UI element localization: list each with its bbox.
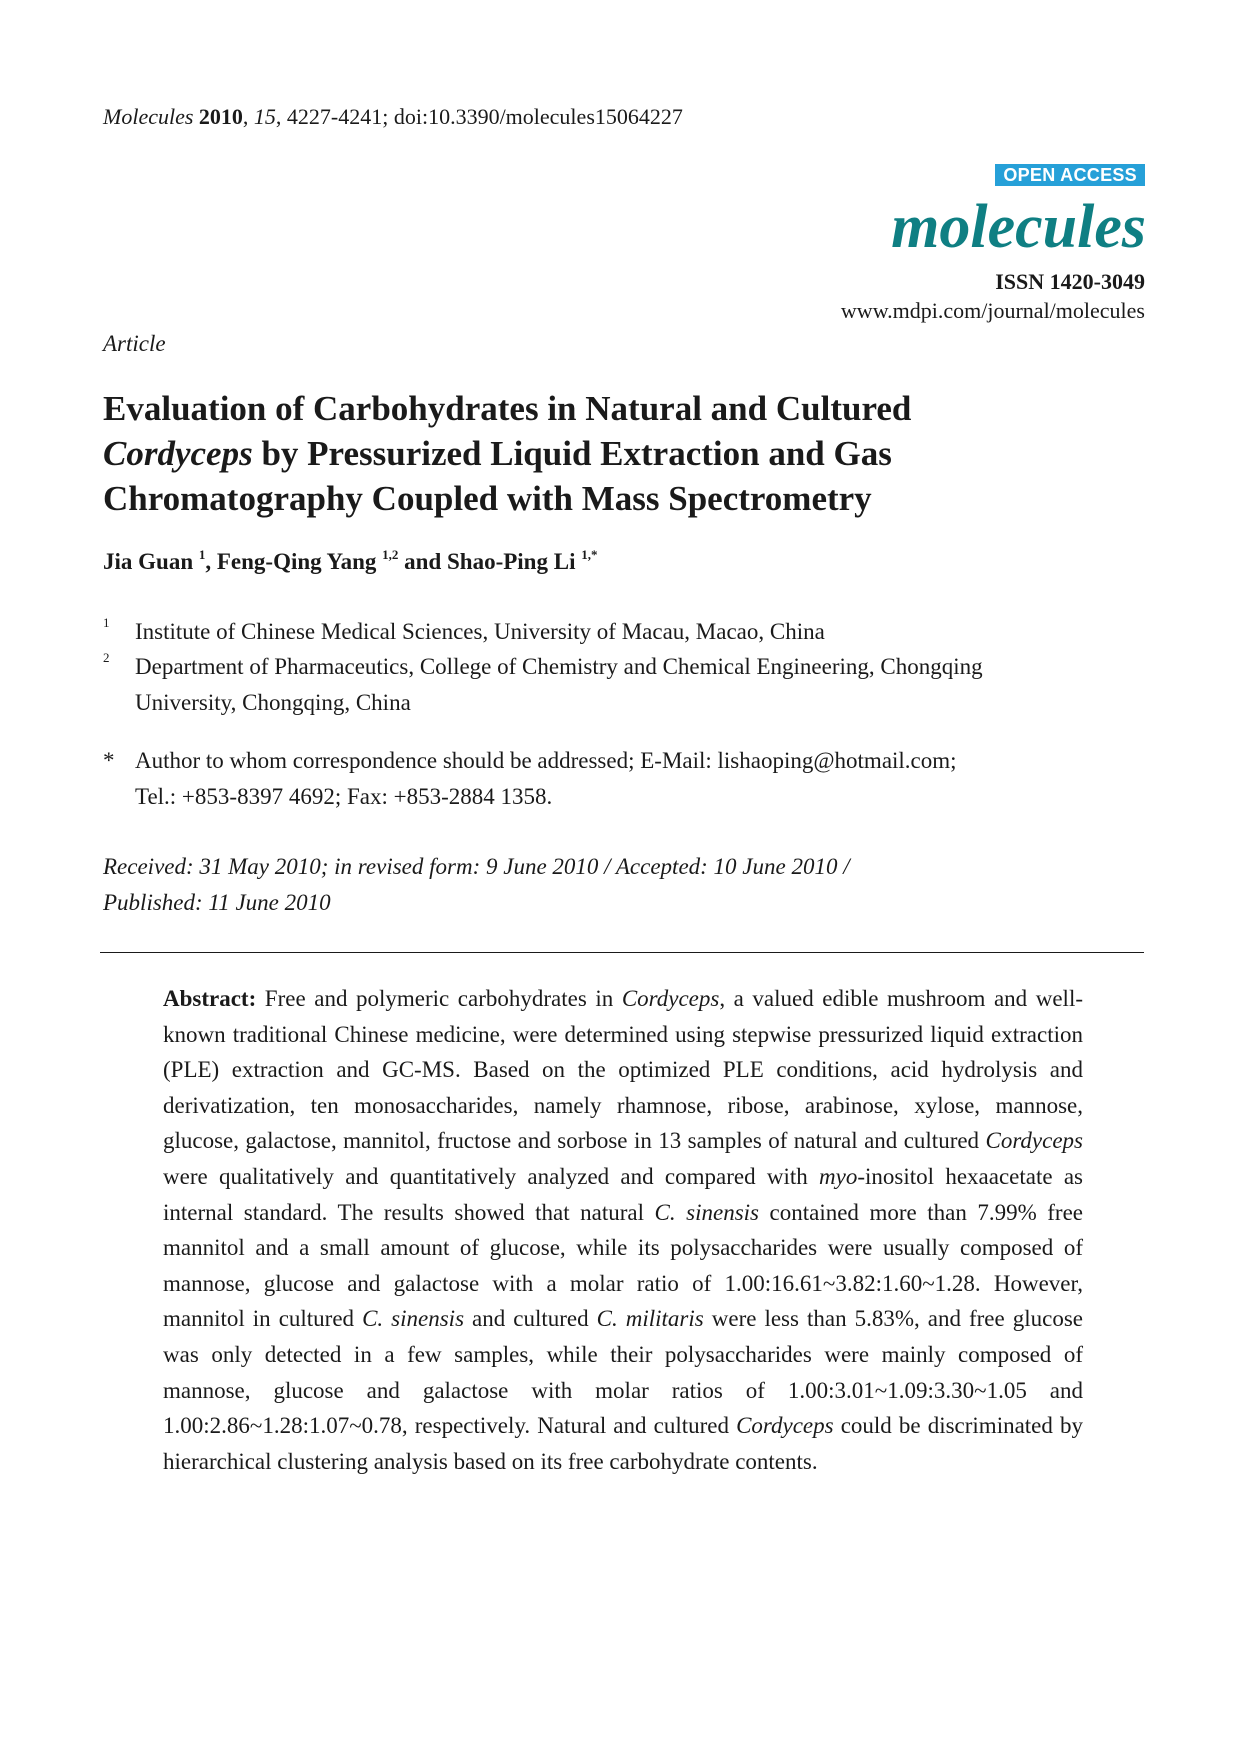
citation-year: 2010: [198, 104, 243, 129]
abstract: [163, 981, 1083, 1479]
abstract-italic: C. sinensis: [654, 1199, 759, 1225]
abstract-text: -inositol hexaacetate as internal standard. The results showed that natural: [163, 1163, 1083, 1225]
abstract-text: and cultured: [464, 1306, 597, 1332]
author-affiliation: 1,2: [382, 547, 399, 562]
title-genus: Cordyceps: [103, 434, 253, 473]
abstract-italic: C. militaris: [596, 1306, 704, 1332]
author-affiliation: 1,*: [581, 547, 598, 562]
citation-pages-doi[interactable]: 4227-4241; doi:10.3390/molecules15064227: [286, 104, 683, 129]
correspondence-mark: *: [103, 748, 115, 773]
author-name: Jia Guan: [103, 549, 194, 574]
affiliation-text: Institute of Chinese Medical Sciences, University of Macau, Macao, China: [135, 619, 825, 644]
article-type: Article: [103, 331, 166, 356]
abstract-italic: C. sinensis: [362, 1306, 465, 1332]
publication-dates: [103, 849, 850, 921]
article-title: [103, 386, 1103, 521]
affiliation-text: Department of Pharmaceutics, College of Chemistry and Chemical Engineering, Chongqing: [135, 654, 983, 679]
abstract-italic: Cordyceps: [736, 1413, 834, 1439]
author-affiliation: 1: [198, 547, 206, 562]
abstract-text: were qualitatively and quantitatively analyzed and compared with: [163, 1163, 820, 1189]
title-line-3: Chromatography Coupled with Mass Spectrometry: [103, 479, 872, 518]
author-list: Jia Guan $^1$, Feng-Qing Yang $^{1,2}$ and Shao-Ping Li $^{1,*}$: [103, 547, 598, 574]
abstract-italic: myo: [819, 1163, 858, 1189]
abstract-text: were less than 5.83%, and free glucose was only detected in a few samples, while their polysaccharides were mainly composed of mannose, glucose and galactose with molar ratios of 1.00:3.01~1.09:3.30~1.05 and 1.00:2.86~1.28:1.07~0.78, respectively. Natural and cultured: [163, 1306, 1083, 1439]
affiliation-mark: 1: [103, 615, 110, 630]
abstract-text: could be discriminated by hierarchical clustering analysis based on its free carbohydrate contents.: [163, 1413, 1083, 1474]
abstract-text: Free and polymeric carbohydrates in: [256, 986, 622, 1011]
abstract-label: Abstract:: [163, 986, 257, 1011]
open-access-badge: OPEN ACCESS: [995, 164, 1145, 186]
abstract-italic: Cordyceps: [621, 986, 720, 1011]
citation-journal: Molecules: [103, 104, 194, 129]
author-name: Feng-Qing Yang: [216, 549, 377, 574]
title-line-2: by Pressurized Liquid Extraction and Gas: [252, 434, 892, 473]
abstract-italic: Cordyceps: [985, 1128, 1083, 1154]
divider: [100, 952, 1144, 953]
correspondence-email[interactable]: Author to whom correspondence should be addressed; E-Mail: lishaoping@hotmail.com;: [135, 748, 957, 773]
correspondence-phone: Tel.: +853-8397 4692; Fax: +853-2884 1358.: [135, 784, 553, 809]
citation-volume: 15: [253, 104, 276, 129]
journal-url[interactable]: www.mdpi.com/journal/molecules: [840, 298, 1145, 323]
abstract-text: contained more than 7.99% free mannitol and a small amount of glucose, while its polysaccharides were usually composed of mannose, glucose and galactose with a molar ratio of 1.00:16.61~3.82:1.60~1.28. However, mannitol in cultured: [163, 1199, 1083, 1332]
issn: ISSN 1420-3049: [995, 269, 1145, 294]
dates-line-2: Published: 11 June 2010: [103, 890, 331, 915]
dates-line-1: Received: 31 May 2010; in revised form: 9 June 2010 / Accepted: 10 June 2010 /: [103, 854, 850, 879]
title-line-1: Evaluation of Carbohydrates in Natural and Cultured: [103, 389, 912, 428]
author-name: Shao-Ping Li: [447, 549, 576, 574]
journal-logo: molecules: [891, 193, 1146, 261]
citation-line: Molecules 2010, 15, 4227-4241; doi:10.3390/molecules15064227: [103, 104, 683, 129]
abstract-text: , a valued edible mushroom and well-known traditional Chinese medicine, were determined using stepwise pressurized liquid extraction (PLE) extraction and GC-MS. Based on the optimized PLE conditions, acid hydrolysis and derivatization, ten monosaccharides, namely rhamnose, ribose, arabinose, xylose, mannose, glucose, galactose, mannitol, fructose and sorbose in 13 samples of natural and cultured: [163, 986, 1083, 1154]
affiliation-text-cont: University, Chongqing, China: [135, 690, 411, 715]
affiliation-mark: 2: [103, 650, 110, 665]
